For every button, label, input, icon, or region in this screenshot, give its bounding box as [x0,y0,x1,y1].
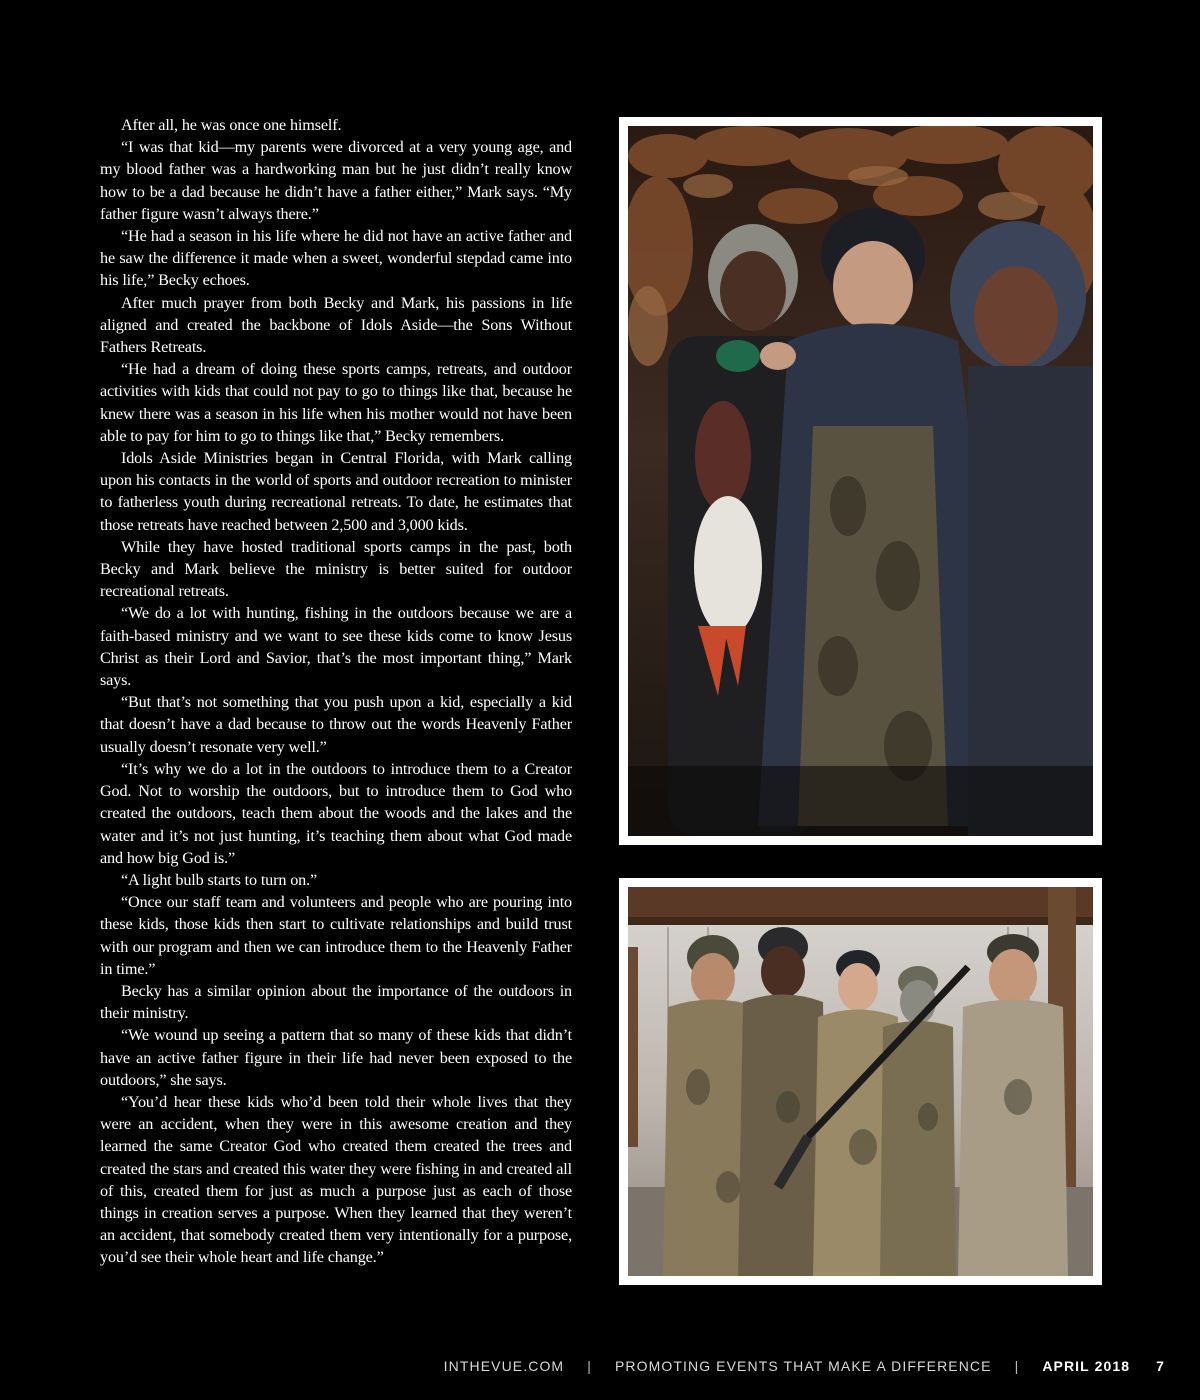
article-paragraph-11: “A light bulb starts to turn on.” [121,870,318,889]
article-paragraph-13: Becky has a similar opinion about the importance of the outdoors in their ministry. [100,981,572,1023]
footer-separator-2: | [1014,1358,1020,1374]
photo-boys-with-duck-image [628,126,1093,836]
article-paragraph-10: “It’s why we do a lot in the outdoors to introduce them to a Creator God. Not to worship the outdoors, but to introduce them to God who created the outdoors, teach them about the woods and the lakes and the water and it’s not just hunting, it’s teaching them about what God made and how big God is.” [100,759,572,867]
footer-tagline: PROMOTING EVENTS THAT MAKE A DIFFERENCE [614,1358,992,1374]
footer-separator-1: | [587,1358,592,1374]
article-paragraph-15: “You’d hear these kids who’d been told their whole lives that they were an accident, when they were in this awesome creation and they learned the same Creator God who created them created the trees and created the stars and created this water they were fishing in and created all of this, created them for just as much a purpose just as each of those things in creation serves a purpose. When they learned that they weren’t an accident, that somebody created them very intentionally for a purpose, you’d see their whole heart and life change.” [100,1092,572,1267]
article-paragraph-9: “But that’s not something that you push upon a kid, especially a kid that doesn’t have a dad because to throw out the words Heavenly Father usually doesn’t resonate very well.” [100,693,572,756]
article-paragraph-4: After much prayer from both Becky and Mark, his passions in life aligned and created the backbone of Idols Aside—the Sons Without Fathers Retreats. [100,293,572,357]
photo-group-in-camo-illustration [628,887,1093,1276]
article-paragraph-2: “I was that kid—my parents were divorced at a very young age, and my blood father was a hardworking man but he just didn’t really know how to be a dad because he didn’t have a father either,” Mark says. “My father figure wasn’t always there.” [100,138,572,223]
article-paragraph-14: “We wound up seeing a pattern that so many of these kids that didn’t have an active father figure in their life had never been exposed to the outdoors,” she says. [100,1026,572,1089]
article-paragraph-1: After all, he was once one himself. [121,116,342,134]
page-footer [0,1358,1165,1374]
article-paragraph-7: While they have hosted traditional sports camps in the past, both Becky and Mark believe the ministry is better suited for outdoor recreational retreats. [100,537,572,601]
photo-group-in-camo-image [628,887,1093,1276]
article-paragraph-6: Idols Aside Ministries began in Central Florida, with Mark calling upon his contacts in the world of sports and outdoor recreation to minister to fatherless youth during recreational retreats. To date, he estimates that those retreats have reached between 2,500 and 3,000 kids. [100,449,572,534]
article-body [100,114,572,1269]
photo-group-in-camo [619,878,1102,1285]
photo-boys-with-duck-illustration [628,126,1093,836]
article-paragraph-5: “He had a dream of doing these sports camps, retreats, and outdoor activities with kids that could not pay to go to things like that, because he knew there was a season in his life when his mother would not have been able to pay for him to go to things like that,” Becky remembers. [100,360,572,445]
footer-site: INTHEVUE.COM [443,1358,565,1374]
footer-page-number: 7 [1156,1358,1165,1374]
article-paragraph-8: “We do a lot with hunting, fishing in the outdoors because we are a faith-based ministry and we want to see these kids come to know Jesus Christ as their Lord and Savior, that’s the most important thing,” Mark says. [100,604,572,690]
photo-boys-with-duck [619,117,1102,845]
footer-issue-date: APRIL 2018 [1042,1358,1131,1374]
article-paragraph-3: “He had a season in his life where he did not have an active father and he saw the difference it made when a sweet, wonderful stepdad came into his life,” Becky echoes. [100,227,572,290]
article-paragraph-12: “Once our staff team and volunteers and people who are pouring into these kids, those kids then start to cultivate relationships and build trust with our program and then we can introduce them to the Heavenly Father in time.” [100,893,572,978]
